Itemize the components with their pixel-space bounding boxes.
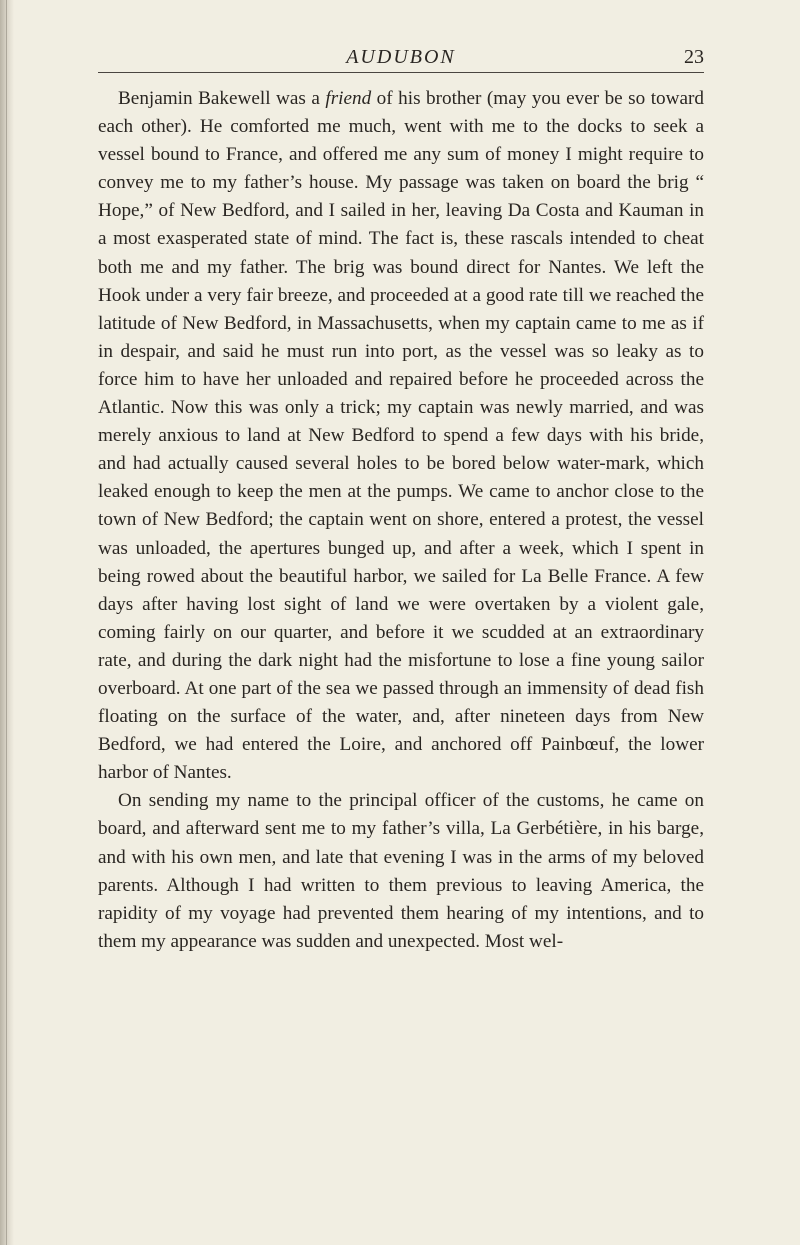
- binding-shadow: [0, 0, 14, 1245]
- paragraph-text: of his brother (may you ever be so toward each other). He comforted me much, went with me to the docks to seek a vessel bound to France, and offered me any sum of money I might require to convey me to my father’s house. My passage was taken on board the brig “ Hope,” of New Bedford, and I sailed in her, leaving Da Costa and Kauman in a most exasperated state of mind. The fact is, these rascals intended to cheat both me and my father. The brig was bound direct for Nantes. We left the Hook under a very fair breeze, and proceeded at a good rate till we reached the latitude of New Bedford, in Massachusetts, when my captain came to me as if in despair, and said he must run into port, as the vessel was so leaky as to force him to have her unloaded and repaired before he proceeded across the Atlantic. Now this was only a trick; my captain was newly married, and was merely anxious to land at New Bedford to spend a few days with his bride, and had actually caused several holes to be bored below water-mark, which leaked enough to keep the men at the pumps. We came to anchor close to the town of New Bedford; the captain went on shore, entered a protest, the vessel was unloaded, the apertures bunged up, and after a week, which I spent in being rowed about the beautiful harbor, we sailed for La Belle France. A few days after having lost sight of land we were overtaken by a violent gale, coming fairly on our quarter, and before it we scudded at an extraordinary rate, and during the dark night had the misfortune to lose a fine young sailor overboard. At one part of the sea we passed through an immensity of dead fish floating on the surface of the water, and, after nineteen days from New Bedford, we had entered the Loire, and anchored off Painbœuf, the lower harbor of Nantes.: [98, 88, 704, 784]
- emphasized-word: friend: [325, 88, 372, 109]
- body-text: [98, 85, 704, 956]
- paragraph: On sending my name to the principal officer of the customs, he came on board, and afterward sent me to my father’s villa, La Gerbétière, in his barge, and with his own men, and late that evening I was in the arms of my beloved parents. Although I had written to them previous to leaving America, the rapidity of my voyage had prevented them hearing of my intentions, and to them my appearance was sudden and unexpected. Most wel-: [98, 790, 704, 952]
- header-rule: [98, 72, 704, 73]
- page-number: 23: [684, 46, 704, 68]
- running-title: AUDUBON: [346, 46, 456, 68]
- paragraph-text: Benjamin Bakewell was a: [118, 88, 326, 109]
- running-header: [98, 44, 704, 74]
- binding-edge: [6, 0, 7, 1245]
- paragraph: [98, 85, 704, 787]
